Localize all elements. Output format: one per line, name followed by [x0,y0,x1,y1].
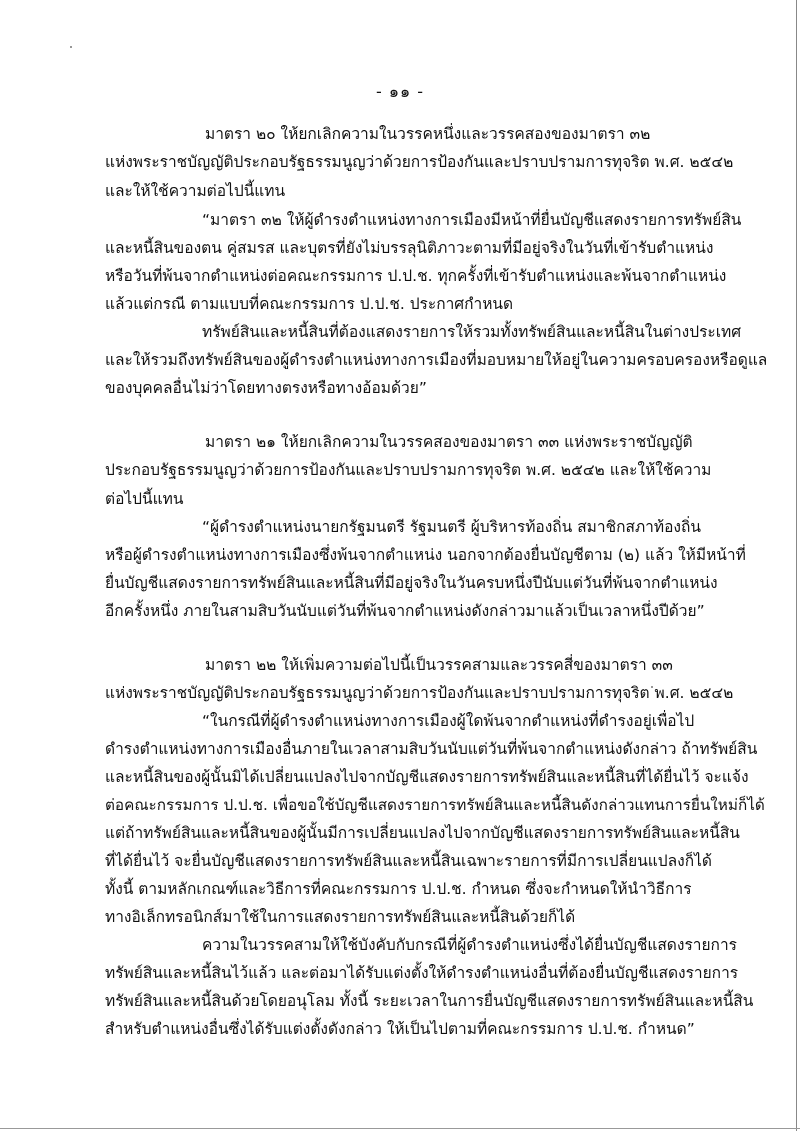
text-line: ทั้งนี้ ตามหลักเกณฑ์และวิธีการที่คณะกรรมการ ป.ป.ช. กำหนด ซึ่งจะกำหนดให้นำวิธีการ [105,880,692,898]
page-number: - ๑๑ - [375,82,425,101]
text-line: สำหรับตำแหน่งอื่นซึ่งได้รับแต่งตั้งดังกล่าว ให้เป็นไปตามที่คณะกรรมการ ป.ป.ช. กำหนด” [105,1020,695,1038]
text-line: และหนี้สินของตน คู่สมรส และบุตรที่ยังไม่บรรลุนิติภาวะตามที่มีอยู่จริงในวันที่เข้ารับตำแหน่ง [105,239,714,257]
text-line: ยื่นบัญชีแสดงรายการทรัพย์สินและหนี้สินที่มีอยู่จริงในวันครบหนึ่งปีนับแต่วันที่พ้นจากตำแหน่ง [105,574,718,592]
text-line: ทรัพย์สินและหนี้สินด้วยโดยอนุโลม ทั้งนี้ ระยะเวลาในการยื่นบัญชีแสดงรายการทรัพย์สินและหนี้สิน [105,992,754,1010]
text-line: หรือวันที่พ้นจากตำแหน่งต่อคณะกรรมการ ป.ป.ช. ทุกครั้งที่เข้ารับตำแหน่งและพ้นจากตำแหน่ง [105,267,727,285]
text-line: ต่อไปนี้แทน [105,490,184,508]
scan-speck [70,46,72,48]
paragraph-start-line: ทรัพย์สินและหนี้สินที่ต้องแสดงรายการให้รวมทั้งทรัพย์สินและหนี้สินในต่างประเทศ [202,323,742,341]
text-line: และให้รวมถึงทรัพย์สินของผู้ดำรงตำแหน่งทางการเมืองที่มอบหมายให้อยู่ในความครอบครองหรือดูแล [105,351,768,369]
text-line: และให้ใช้ความต่อไปนี้แทน [105,182,286,200]
text-line: ทรัพย์สินและหนี้สินไว้แล้ว และต่อมาได้รับแต่งตั้งให้ดำรงตำแหน่งอื่นที่ต้องยื่นบัญชีแสดงรายการ [105,964,739,982]
text-line: แต่ถ้าทรัพย์สินและหนี้สินของผู้นั้นมีการเปลี่ยนแปลงไปจากบัญชีแสดงรายการทรัพย์สินและหนี้สิน [105,824,740,842]
text-line: แล้วแต่กรณี ตามแบบที่คณะกรรมการ ป.ป.ช. ประกาศกำหนด [105,295,514,313]
quote-start-line: “มาตรา ๓๒ ให้ผู้ดำรงตำแหน่งทางการเมืองมีหน้าที่ยื่นบัญชีแสดงรายการทรัพย์สิน [202,211,742,229]
text-line: ของบุคคลอื่นไม่ว่าโดยทางตรงหรือทางอ้อมด้วย” [105,379,427,397]
text-line: ดำรงตำแหน่งทางการเมืองอื่นภายในเวลาสามสิบวันนับแต่วันที่พ้นจากตำแหน่งดังกล่าว ถ้าทรัพย์สิน [105,740,758,758]
text-line: ประกอบรัฐธรรมนูญว่าด้วยการป้องกันและปราบปรามการทุจริต พ.ศ. ๒๕๔๒ และให้ใช้ความ [105,461,712,479]
text-line: ทางอิเล็กทรอนิกส์มาใช้ในการแสดงรายการทรัพย์สินและหนี้สินด้วยก็ได้ [105,908,576,926]
quote-start-line: “ในกรณีที่ผู้ดำรงตำแหน่งทางการเมืองผู้ใดพ้นจากตำแหน่งที่ดำรงอยู่เพื่อไป [202,712,695,730]
quote-start-line: “ผู้ดำรงตำแหน่งนายกรัฐมนตรี รัฐมนตรี ผู้บริหารท้องถิ่น สมาชิกสภาท้องถิ่น [202,518,701,536]
section-22-heading: มาตรา ๒๒ ให้เพิ่มความต่อไปนี้เป็นวรรคสามและวรรคสี่ของมาตรา ๓๓ [205,656,673,674]
text-line: และหนี้สินของผู้นั้นมิได้เปลี่ยนแปลงไปจากบัญชีแสดงรายการทรัพย์สินและหนี้สินที่ได้ยื่นไว้ จะแจ้ง [105,768,749,786]
section-21-heading: มาตรา ๒๑ ให้ยกเลิกความในวรรคสองของมาตรา ๓๓ แห่งพระราชบัญญัติ [205,433,693,451]
section-20-heading: มาตรา ๒๐ ให้ยกเลิกความในวรรคหนึ่งและวรรคสองของมาตรา ๓๒ [205,125,651,143]
text-line: อีกครั้งหนึ่ง ภายในสามสิบวันนับแต่วันที่พ้นจากตำแหน่งดังกล่าวมาแล้วเป็นเวลาหนึ่งปีด้วย” [105,602,705,620]
paragraph-start-line: ความในวรรคสามให้ใช้บังคับกับกรณีที่ผู้ดำรงตำแหน่งซึ่งได้ยื่นบัญชีแสดงรายการ [202,936,737,954]
scan-edge-right [796,0,797,1131]
text-line: หรือผู้ดำรงตำแหน่งทางการเมืองซึ่งพ้นจากตำแหน่ง นอกจากต้องยื่นบัญชีตาม (๒) แล้ว ให้มีหน้าที่ [105,546,746,564]
text-line: แห่งพระราชบัญญัติประกอบรัฐธรรมนูญว่าด้วยการป้องกันและปราบปรามการทุจริต พ.ศ. ๒๕๔๒ [105,153,734,171]
text-line: ต่อคณะกรรมการ ป.ป.ช. เพื่อขอใช้บัญชีแสดงรายการทรัพย์สินและหนี้สินดังกล่าวแทนการยื่นใหม่ก็ได้ [105,796,765,814]
text-line: แห่งพระราชบัญญัติประกอบรัฐธรรมนูญว่าด้วยการป้องกันและปราบปรามการทุจริต พ.ศ. ๒๕๔๒ [105,684,734,702]
scan-edge-bottom [0,1128,800,1129]
text-line: ที่ได้ยื่นไว้ จะยื่นบัญชีแสดงรายการทรัพย์สินและหนี้สินเฉพาะรายการที่มีการเปลี่ยนแปลงก็ได้ [105,852,712,870]
